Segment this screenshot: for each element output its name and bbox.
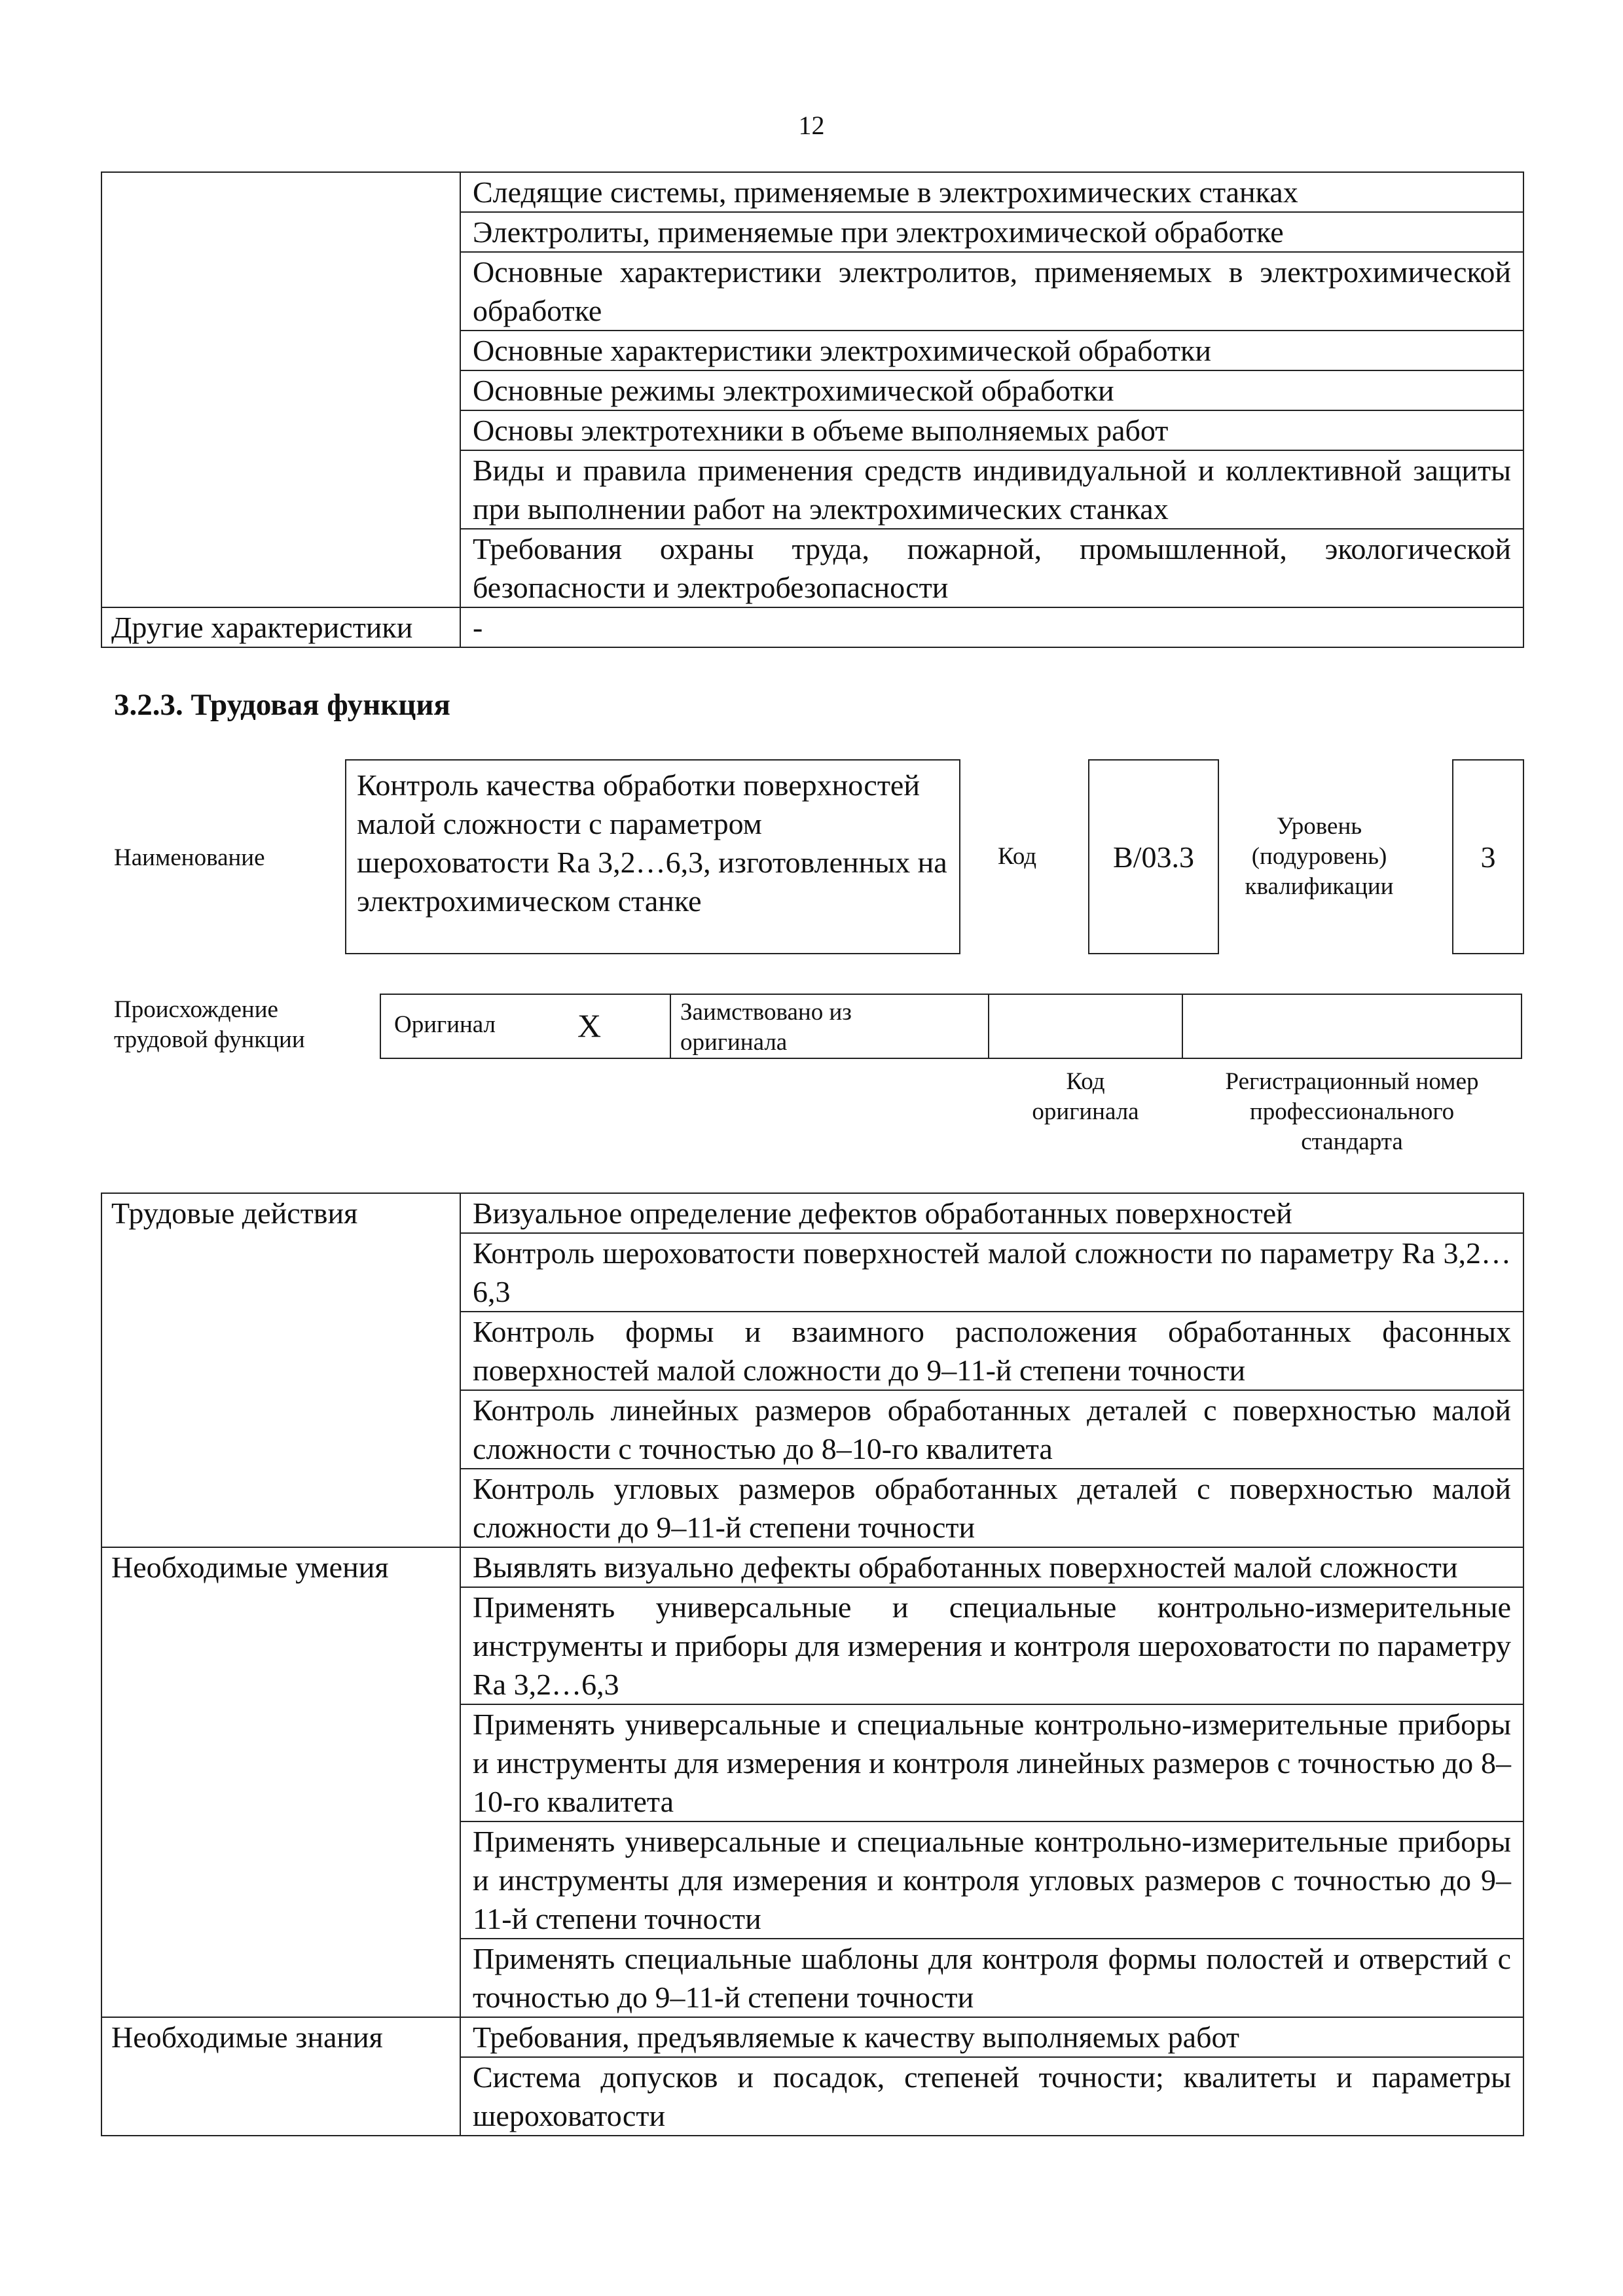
origin-row [380, 994, 1522, 1059]
table-cell: Требования, предъявляемые к качеству выполняемых работ [460, 2017, 1523, 2057]
table-cell: Основные характеристики электрохимической обработки [460, 331, 1523, 370]
table-row [101, 1193, 1523, 1233]
code-value-box: B/03.3 [1088, 759, 1219, 954]
table-row [101, 607, 1523, 647]
origin-label [114, 995, 305, 1055]
table-cell: Основные режимы электрохимической обработки [460, 370, 1523, 410]
level-label-line: квалификации [1245, 873, 1394, 900]
caption-line: Регистрационный номер [1225, 1068, 1479, 1095]
table-cell: Контроль формы и взаимного расположения обработанных фасонных поверхностей малой сложности до 9–11-й степени точности [460, 1312, 1523, 1390]
caption-line: Код [1066, 1068, 1105, 1095]
function-name-box: Контроль качества обработки поверхностей малой сложности с параметром шероховатости Ra 3,2…6,3, изготовленных на электрохимическом станке [345, 759, 960, 954]
other-characteristics-value: - [460, 607, 1523, 647]
caption-line: оригинала [1032, 1098, 1139, 1125]
original-mark: X [577, 1007, 602, 1044]
empty-label-cell [101, 172, 460, 607]
caption-line: стандарта [1301, 1128, 1403, 1155]
qualification-level-label [1241, 812, 1398, 902]
level-label-line: (подуровень) [1251, 843, 1387, 870]
name-label: Наименование [114, 844, 265, 871]
table-cell: Визуальное определение дефектов обработанных поверхностей [460, 1193, 1523, 1233]
registration-number-caption [1182, 1067, 1522, 1157]
table-cell: Виды и правила применения средств индивидуальной и коллективной защиты при выполнении работ на электрохимических станках [460, 450, 1523, 529]
origin-label-line: Происхождение [114, 996, 278, 1023]
level-value-box: 3 [1452, 759, 1524, 954]
table-cell: Контроль шероховатости поверхностей малой сложности по параметру Ra 3,2…6,3 [460, 1233, 1523, 1312]
other-characteristics-label: Другие характеристики [101, 607, 460, 647]
actions-label: Трудовые действия [101, 1193, 460, 1547]
table-row [101, 172, 1523, 212]
table-cell: Контроль линейных размеров обработанных деталей с поверхностью малой сложности с точностью до 8–10-го квалитета [460, 1390, 1523, 1469]
table-cell: Применять специальные шаблоны для контроля формы полостей и отверстий с точностью до 9–11-й степени точности [460, 1939, 1523, 2017]
table-cell: Основные характеристики электролитов, применяемых в электрохимической обработке [460, 252, 1523, 331]
section-title: 3.2.3. Трудовая функция [114, 688, 450, 722]
table-cell: Требования охраны труда, пожарной, промышленной, экологической безопасности и электробезопасности [460, 529, 1523, 607]
table-cell: Применять универсальные и специальные контрольно-измерительные приборы и инструменты для измерения и контроля угловых размеров с точностью до 9–11-й степени точности [460, 1821, 1523, 1939]
table-cell: Следящие системы, применяемые в электрохимических станках [460, 172, 1523, 212]
table-row [101, 2017, 1523, 2057]
knowledge-continuation-table [101, 171, 1524, 648]
table-cell: Система допусков и посадок, степеней точности; квалитеты и параметры шероховатости [460, 2057, 1523, 2136]
original-cell [380, 994, 671, 1059]
borrowed-label-line: оригинала [680, 1029, 788, 1056]
table-row [101, 1547, 1523, 1587]
level-label-line: Уровень [1276, 813, 1362, 840]
original-code-cell [988, 994, 1183, 1059]
borrowed-label [680, 997, 852, 1058]
table-cell: Выявлять визуально дефекты обработанных поверхностей малой сложности [460, 1547, 1523, 1587]
page-number: 12 [798, 111, 825, 140]
origin-label-line: трудовой функции [114, 1026, 305, 1053]
table-cell: Применять универсальные и специальные контрольно-измерительные приборы и инструменты для измерения и контроля линейных размеров с точностью до 8–10-го квалитета [460, 1704, 1523, 1821]
original-label: Оригинал [394, 1011, 496, 1038]
code-original-caption [988, 1067, 1183, 1127]
skills-label: Необходимые умения [101, 1547, 460, 2017]
knowledge-label: Необходимые знания [101, 2017, 460, 2136]
function-details-table [101, 1193, 1524, 2136]
caption-line: профессионального [1249, 1098, 1455, 1125]
table-cell: Основы электротехники в объеме выполняемых работ [460, 410, 1523, 450]
table-cell: Применять универсальные и специальные контрольно-измерительные инструменты и приборы для измерения и контроля шероховатости по параметру Ra 3,2…6,3 [460, 1587, 1523, 1704]
registration-number-cell [1182, 994, 1522, 1059]
borrowed-label-line: Заимствовано из [680, 999, 852, 1026]
code-label: Код [998, 843, 1037, 870]
borrowed-cell [670, 994, 989, 1059]
table-cell: Контроль угловых размеров обработанных деталей с поверхностью малой сложности до 9–11-й степени точности [460, 1469, 1523, 1547]
table-cell: Электролиты, применяемые при электрохимической обработке [460, 212, 1523, 252]
